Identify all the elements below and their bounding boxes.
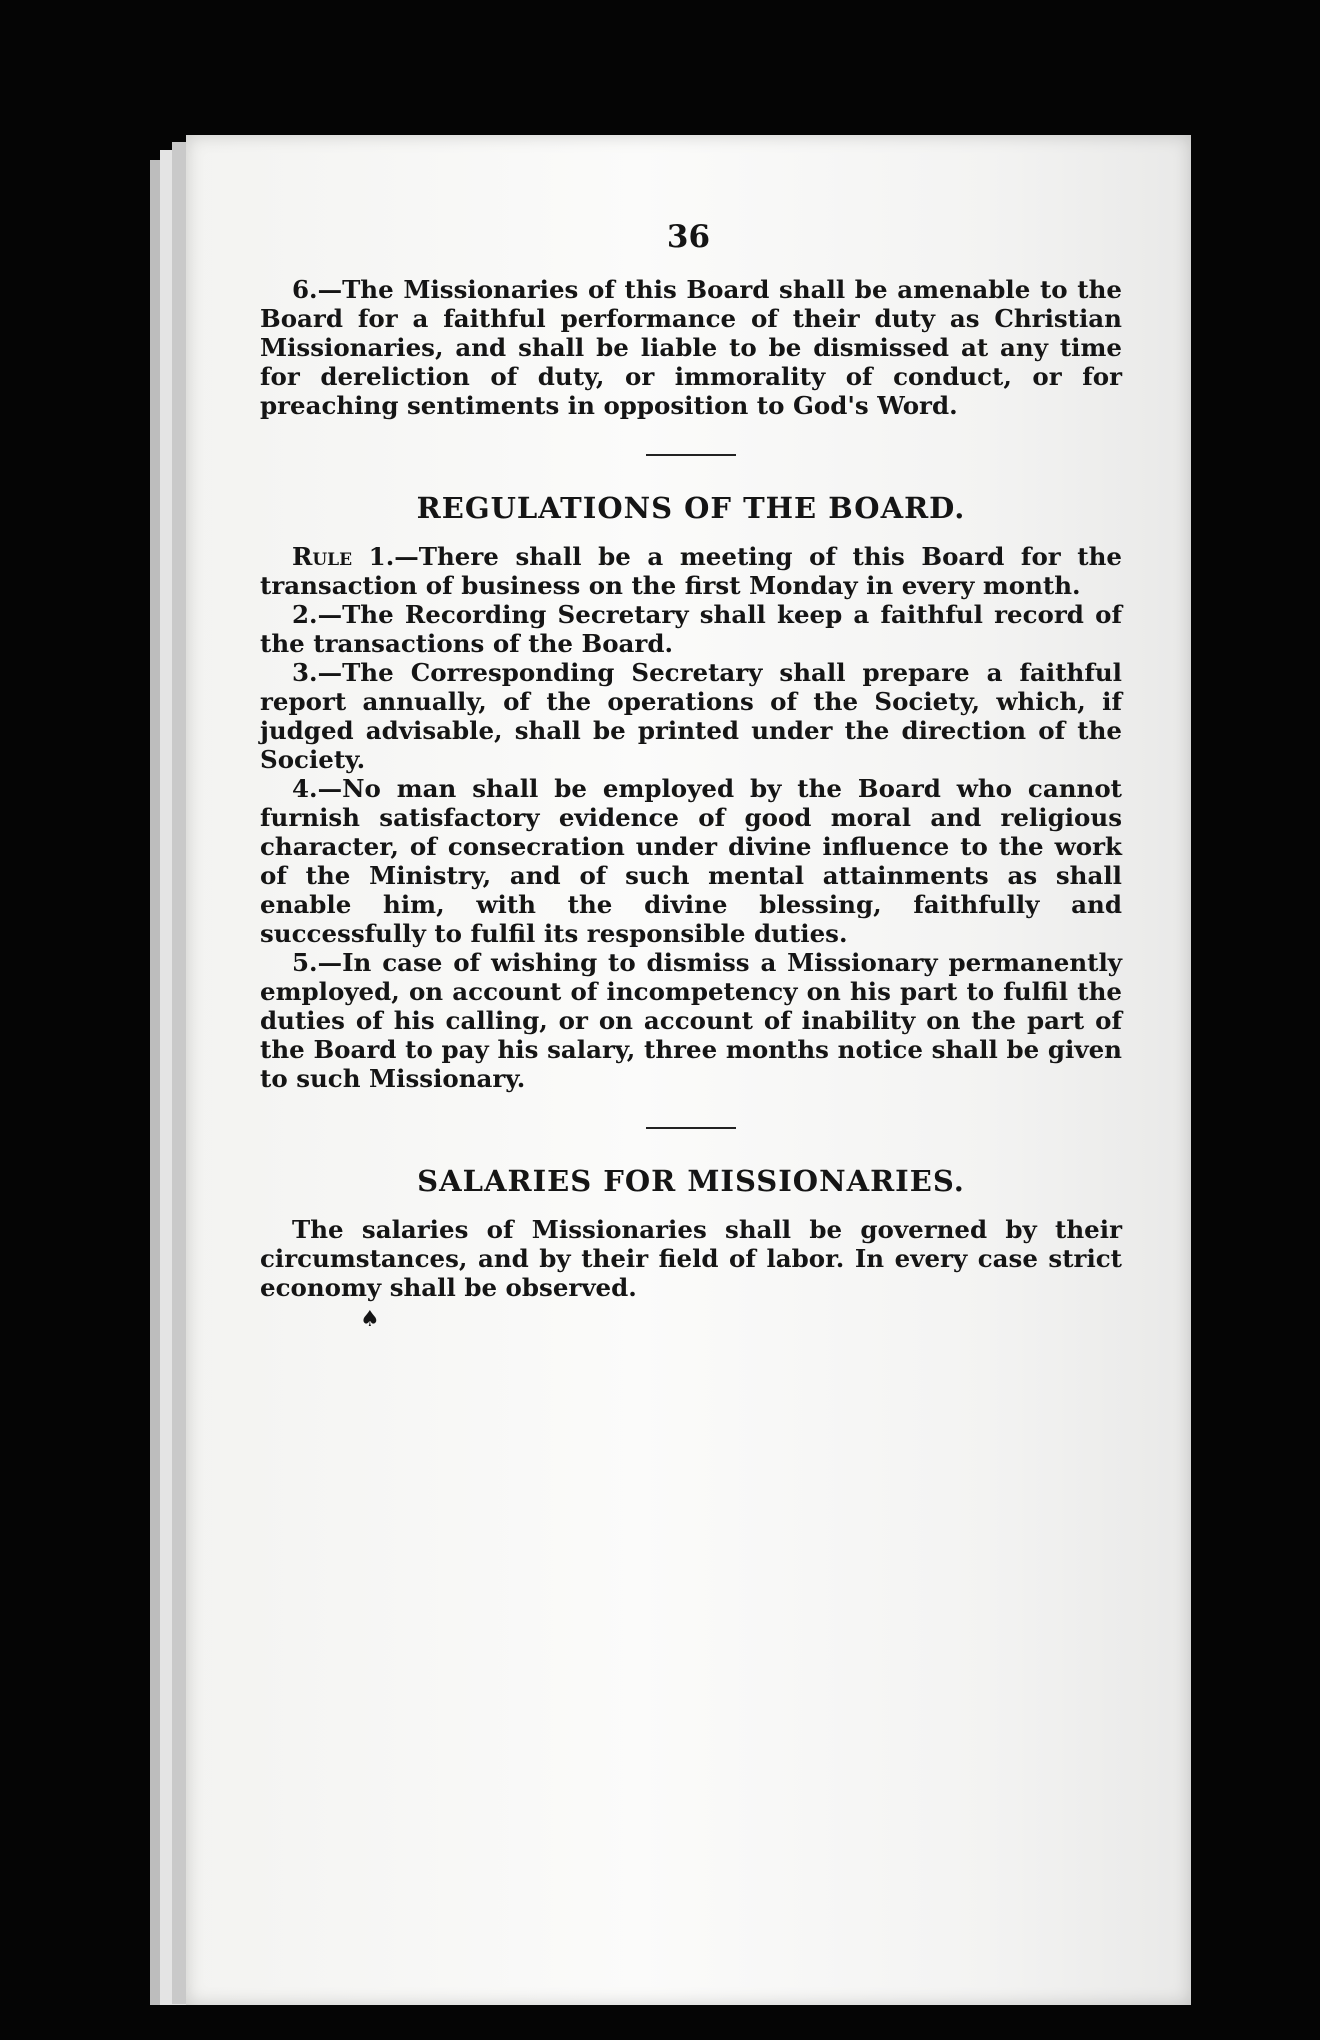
rule-text: 1.—There shall be a meeting of this Board for the transaction of business on the first Monday in every month.: [260, 542, 1122, 600]
page-content: [260, 275, 1122, 1332]
book-page: [186, 135, 1191, 2005]
paragraph-6: 6.—The Missionaries of this Board shall be amenable to the Board for a faithful performance of their duty as Christian Missionaries, and shall be liable to be dismissed at any time for dereliction of duty, or immorality of conduct, or for preaching sentiments in opposition to God's Word.: [260, 275, 1122, 420]
salaries-heading: SALARIES FOR MISSIONARIES.: [417, 1164, 965, 1198]
section-divider: [646, 1127, 736, 1129]
section-divider: [646, 454, 736, 456]
page-number: 36: [666, 219, 711, 255]
salaries-paragraph: The salaries of Missionaries shall be governed by their circumstances, and by their field of labor. In every case strict economy shall be observed.: [260, 1215, 1122, 1302]
rule-4: 4.—No man shall be employed by the Board who cannot furnish satisfactory evidence of good moral and religious character, of consecration under divine influence to the work of the Ministry, and of such mental attainments as shall enable him, with the divine blessing, faithfully and successfully to fulfil its responsible duties.: [260, 774, 1122, 948]
rule-prefix: Rule: [292, 542, 369, 571]
rule-5: 5.—In case of wishing to dismiss a Missionary permanently employed, on account of incompetency on his part to fulfil the duties of his calling, or on account of inability on the part of the Board to pay his salary, three months notice shall be given to such Missionary.: [260, 948, 1122, 1093]
rule-3: 3.—The Corresponding Secretary shall prepare a faithful report annually, of the operations of the Society, which, if judged advisable, shall be printed under the direction of the Society.: [260, 658, 1122, 774]
rule-1: [260, 542, 1122, 600]
ornament-icon: ♠: [360, 1307, 380, 1332]
regulations-heading: REGULATIONS OF THE BOARD.: [416, 491, 966, 525]
rule-2: 2.—The Recording Secretary shall keep a faithful record of the transactions of the Board.: [260, 600, 1122, 658]
